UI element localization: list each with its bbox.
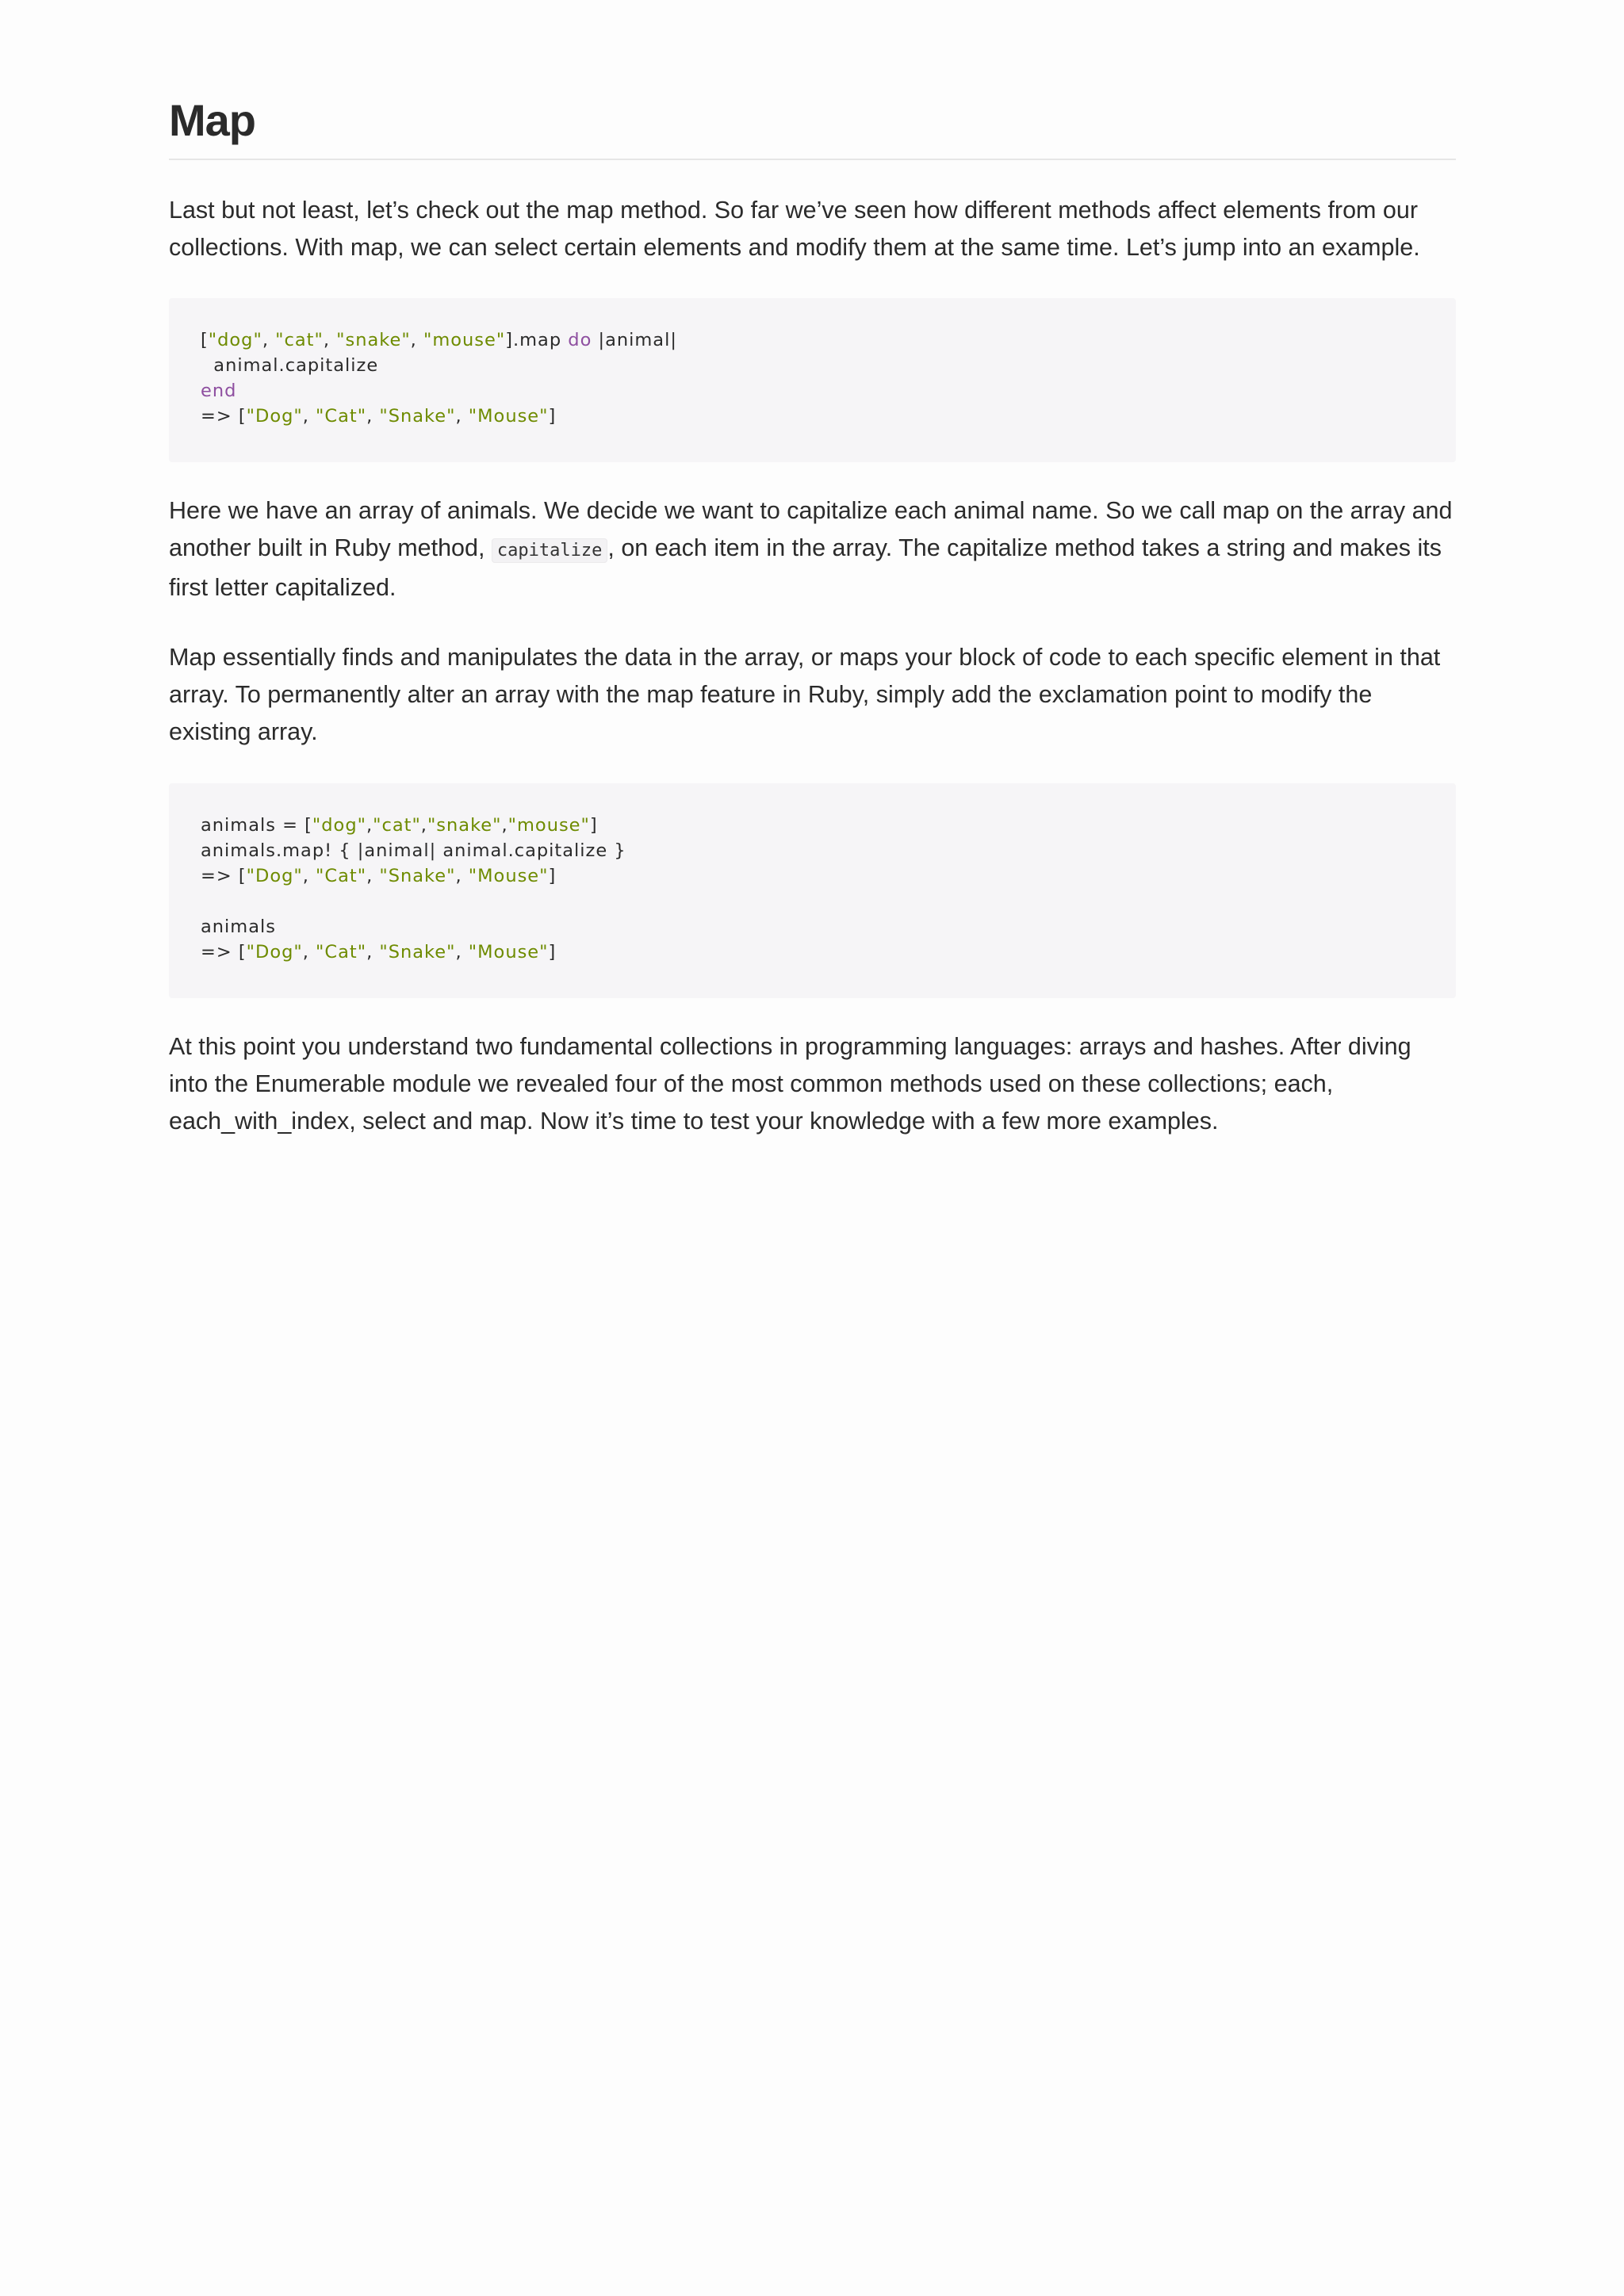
code-string: "cat": [275, 330, 324, 350]
code-token: ,: [420, 815, 427, 836]
code-string: "Snake": [379, 866, 456, 886]
code-string: "Cat": [316, 942, 367, 962]
paragraph-text: , on each item in the array. The capitalize method takes a string and makes its first letter capitalized.: [169, 534, 1442, 601]
code-line: [201, 863, 1424, 889]
code-string: "Snake": [379, 406, 456, 427]
code-blank-line: [201, 889, 1424, 914]
explanation-paragraph: [169, 492, 1456, 607]
code-line: [201, 939, 1424, 965]
code-token: ,: [410, 330, 423, 350]
code-token: ,: [455, 866, 469, 886]
code-string: "snake": [336, 330, 411, 350]
code-token: => [: [201, 866, 247, 886]
code-token: ]: [548, 406, 557, 427]
code-token: ,: [501, 815, 508, 836]
code-token: ,: [455, 406, 469, 427]
summary-paragraph: At this point you understand two fundamental collections in programming languages: arrays and hashes. After diving into the Enumerable module we revealed four of the most common methods used on these collections; each, each_with_index, select and map. Now it’s time to test your knowledge with a few more examples.: [169, 1033, 1411, 1135]
code-token: ,: [302, 942, 316, 962]
code-string: "dog": [312, 815, 366, 836]
code-string: "Dog": [246, 406, 303, 427]
code-line: animals.map! { |animal| animal.capitalize }: [201, 840, 626, 861]
code-string: "Mouse": [468, 406, 549, 427]
paragraph-text: Here we have an array of animals. We decide we want to capitalize each animal name. So we call map on the array and another built in Ruby method,: [169, 497, 1453, 561]
code-token: ,: [323, 330, 337, 350]
code-block-map-bang: [169, 783, 1456, 998]
code-line: [201, 327, 1424, 353]
inline-code-capitalize: capitalize: [492, 538, 607, 563]
code-token: => [: [201, 406, 247, 427]
code-string: "snake": [427, 815, 502, 836]
code-block-map-do: [169, 298, 1456, 462]
code-string: "Dog": [246, 942, 303, 962]
code-line: animal.capitalize: [201, 355, 379, 376]
article: [169, 0, 1456, 1140]
code-token: ,: [302, 866, 316, 886]
code-string: "mouse": [508, 815, 590, 836]
code-line: [201, 404, 1424, 429]
code-token: |animal|: [592, 330, 677, 350]
code-keyword: end: [201, 381, 237, 401]
code-token: ,: [366, 815, 373, 836]
code-token: [: [201, 330, 209, 350]
code-token: ]: [548, 866, 557, 886]
code-token: ]: [548, 942, 557, 962]
code-token: ,: [455, 942, 469, 962]
code-token: ,: [302, 406, 316, 427]
intro-paragraph: Last but not least, let’s check out the map method. So far we’ve seen how different methods affect elements from our collections. With map, we can select certain elements and modify them at the same time. Let’s jump into an example.: [169, 197, 1420, 261]
code-string: "Snake": [379, 942, 456, 962]
code-string: "cat": [373, 815, 421, 836]
code-string: "Cat": [316, 406, 367, 427]
code-string: "Cat": [316, 866, 367, 886]
code-string: "mouse": [423, 330, 506, 350]
code-string: "Mouse": [468, 866, 549, 886]
map-explanation-paragraph: Map essentially finds and manipulates the data in the array, or maps your block of code to each specific element in that array. To permanently alter an array with the map feature in Ruby, simply add the exclamation point to modify the existing array.: [169, 644, 1441, 745]
code-string: "dog": [208, 330, 262, 350]
code-line: [201, 813, 1424, 838]
code-token: ,: [366, 406, 380, 427]
code-token: => [: [201, 942, 247, 962]
code-token: ,: [366, 942, 380, 962]
code-string: "Mouse": [468, 942, 549, 962]
code-line: [201, 378, 1424, 404]
code-token: ].map: [505, 330, 569, 350]
code-token: animals = [: [201, 815, 312, 836]
page-title: Map: [169, 0, 1456, 160]
code-token: ,: [366, 866, 380, 886]
code-token: ]: [589, 815, 598, 836]
code-token: ,: [262, 330, 276, 350]
code-keyword: do: [568, 330, 592, 350]
code-string: "Dog": [246, 866, 303, 886]
code-line: animals: [201, 916, 276, 937]
